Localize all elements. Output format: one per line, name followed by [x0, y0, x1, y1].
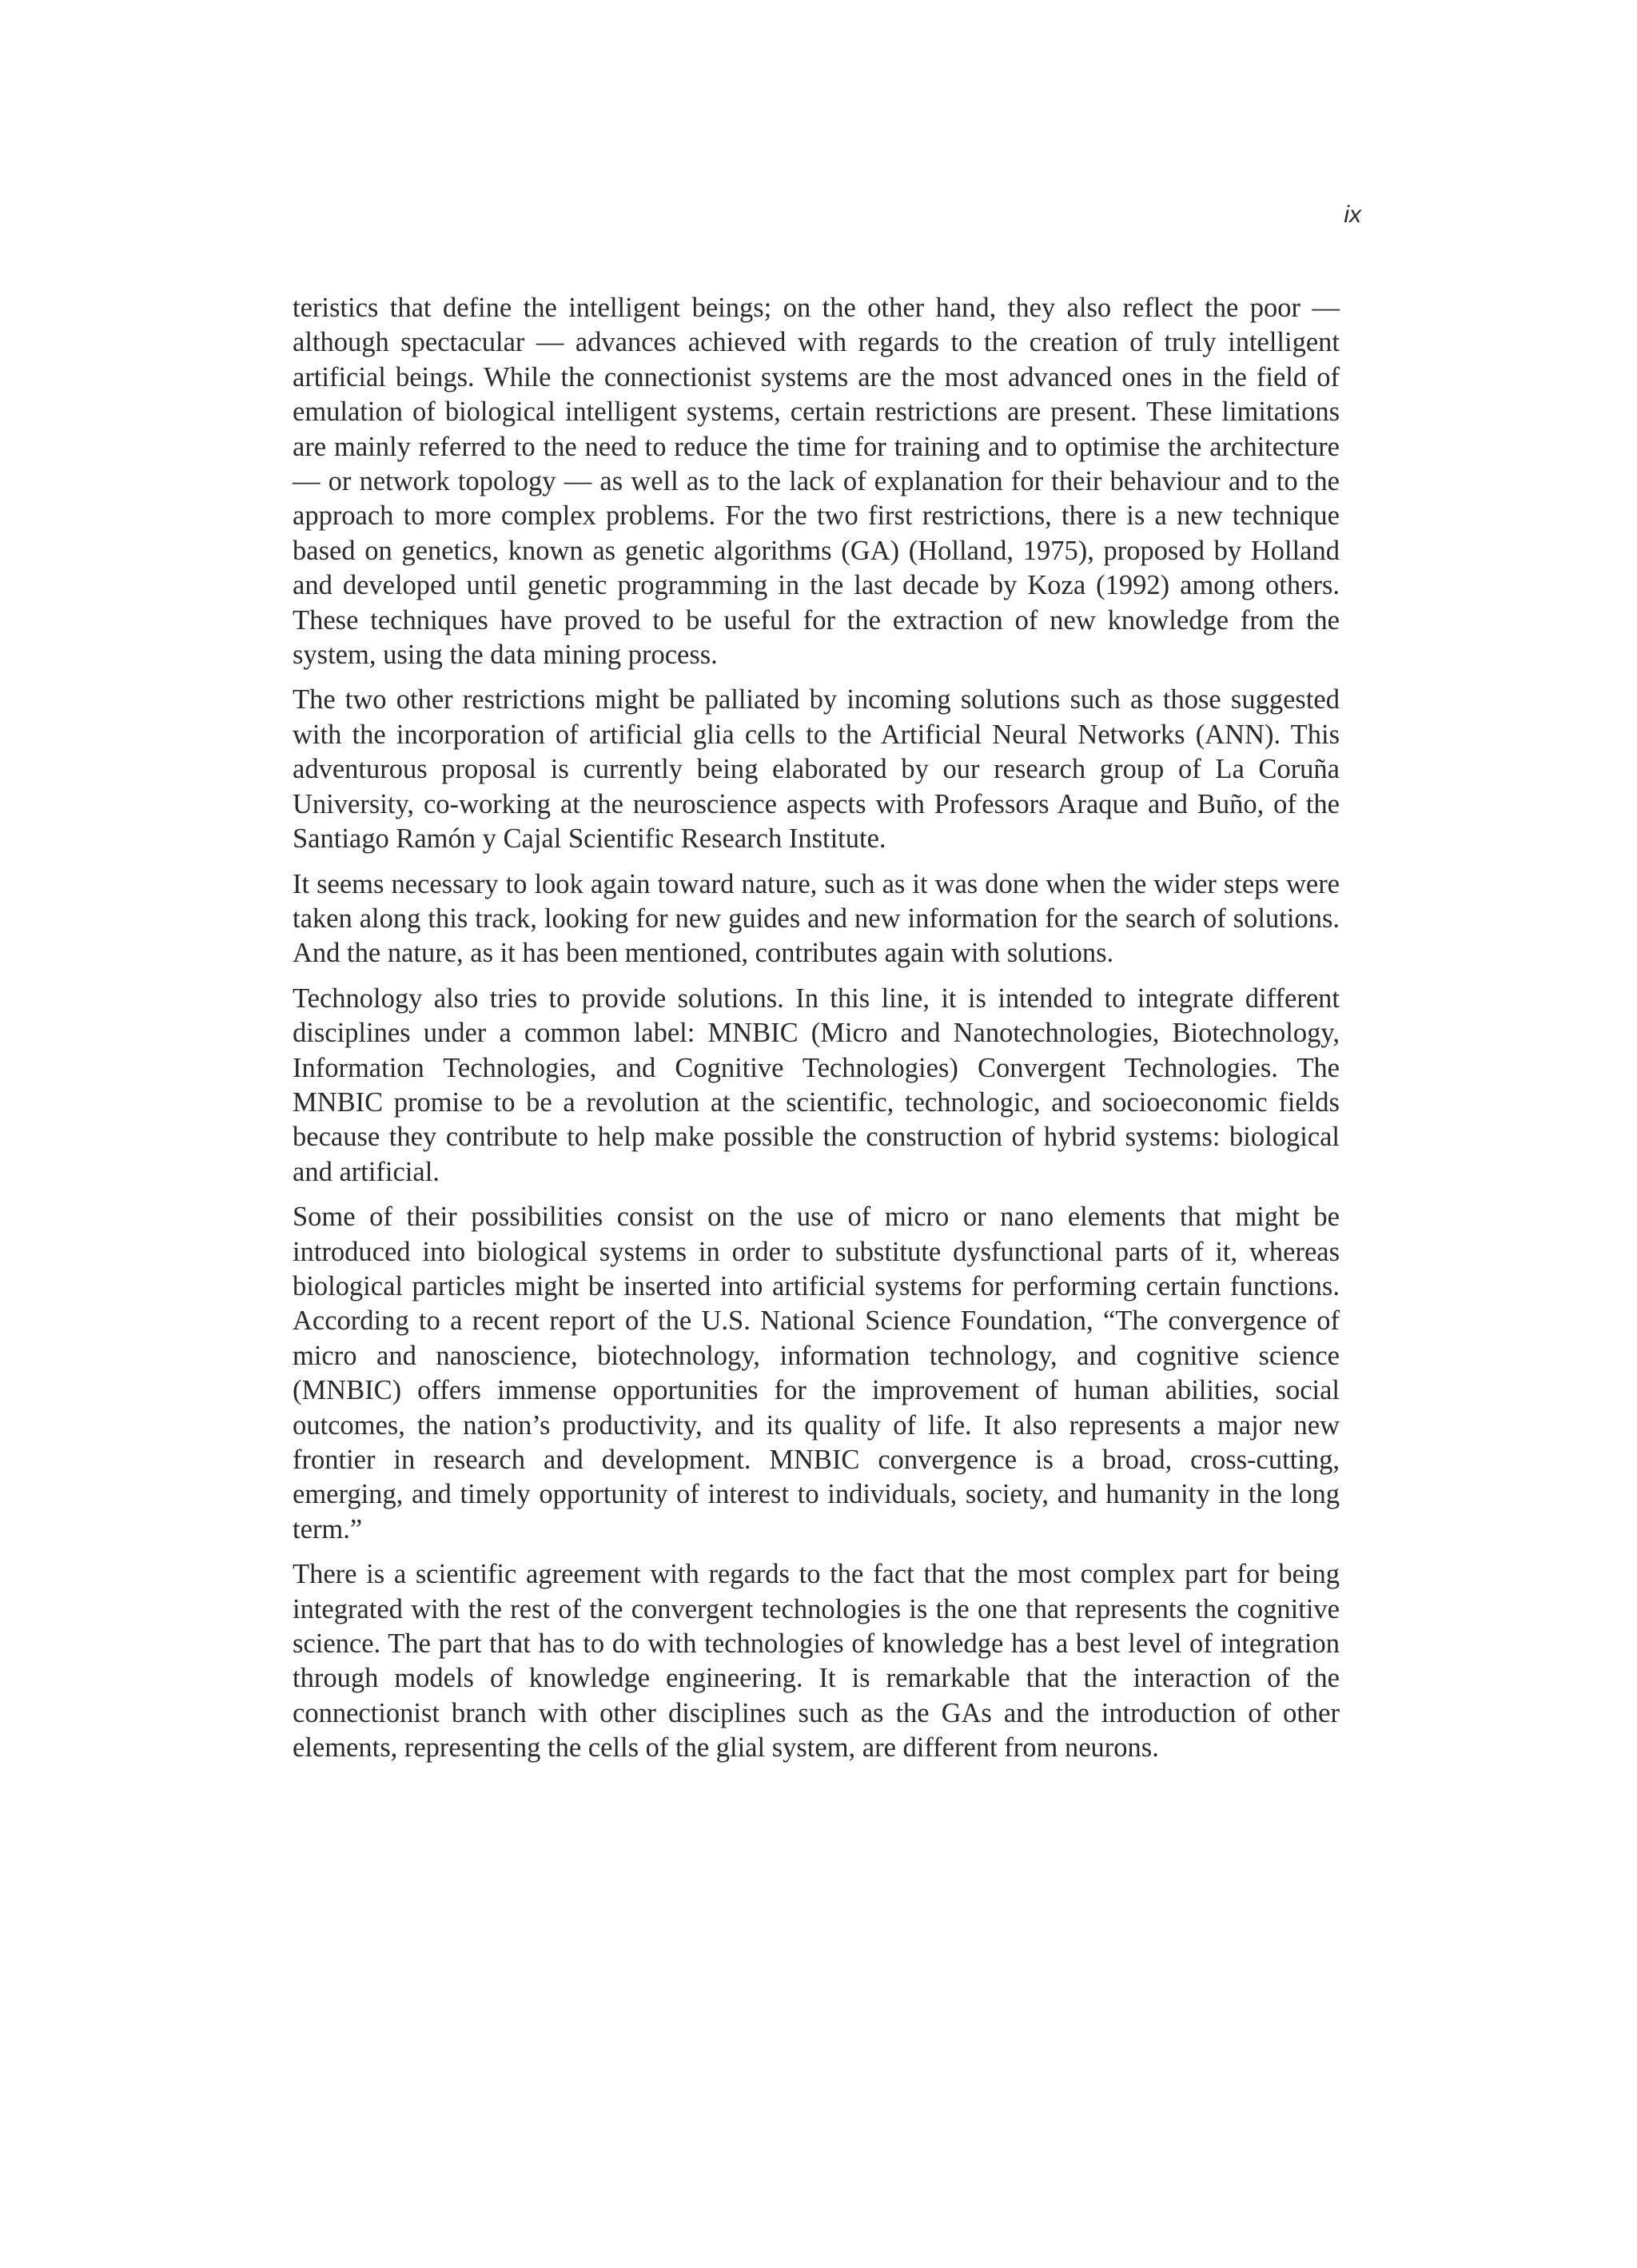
paragraph-1: teristics that define the intelligent beings; on the other hand, they also reflect the poor — although spectacular — advances achieved with regards to the creation of truly intelligent artificial beings. While the connectionist systems are the most advanced ones in the field of emulation of biological intelligent systems, certain restrictions are present. These limitations are mainly referred to the need to reduce the time for training and to optimise the architecture — or network topology — as well as to the lack of explanation for their behaviour and to the approach to more complex problems. For the two first restrictions, there is a new technique based on genetics, known as genetic algorithms (GA) (Holland, 1975), proposed by Holland and developed until genetic programming in the last decade by Koza (1992) among others. These techniques have proved to be useful for the extraction of new knowledge from the system, using the data mining process.	[293, 293, 1340, 671]
body-text	[293, 291, 1340, 1776]
paragraph-2: The two other restrictions might be palliated by incoming solutions such as those suggested with the incorporation of artificial glia cells to the Artificial Neural Networks (ANN). This adventurous proposal is currently being elaborated by our research group of La Coruña University, co-working at the neuroscience aspects with Professors Araque and Buño, of the Santiago Ramón y Cajal Scientific Research Institute.	[293, 684, 1340, 855]
paragraph-5: Some of their possibilities consist on the use of micro or nano elements that might be introduced into biological systems in order to substitute dysfunctional parts of it, whereas biological particles might be inserted into artificial systems for performing certain functions. According to a recent report of the U.S. National Science Foundation, “The convergence of micro and nanoscience, biotechnology, information technology, and cognitive science (MNBIC) offers immense opportunities for the improvement of human abilities, social outcomes, the nation’s productivity, and its quality of life. It also represents a major new frontier in research and development. MNBIC convergence is a broad, cross-cutting, emerging, and timely opportunity of interest to individuals, society, and humanity in the long term.”	[293, 1202, 1340, 1545]
paragraph-3: It seems necessary to look again toward nature, such as it was done when the wider steps were taken along this track, looking for new guides and new information for the search of solutions. And the nature, as it has been mentioned, contributes again with solutions.	[293, 868, 1340, 969]
paragraph-4: Technology also tries to provide solutions. In this line, it is intended to integrate different disciplines under a common label: MNBIC (Micro and Nanotechnologies, Biotechnology, Information Technologies, and Cognitive Technologies) Convergent Technologies. The MNBIC promise to be a revolution at the scientific, technologic, and socioeconomic fields because they contribute to help make possible the construction of hybrid systems: biological and artificial.	[293, 983, 1340, 1187]
page-number: ix	[1344, 201, 1361, 228]
paragraph-6: There is a scientific agreement with regards to the fact that the most complex part for being integrated with the rest of the convergent technologies is the one that represents the cognitive science. The part that has to do with technologies of knowledge has a best level of integration through models of knowledge engineering. It is remarkable that the interaction of the connectionist branch with other disciplines such as the GAs and the introduction of other elements, representing the cells of the glial system, are different from neurons.	[293, 1559, 1340, 1764]
